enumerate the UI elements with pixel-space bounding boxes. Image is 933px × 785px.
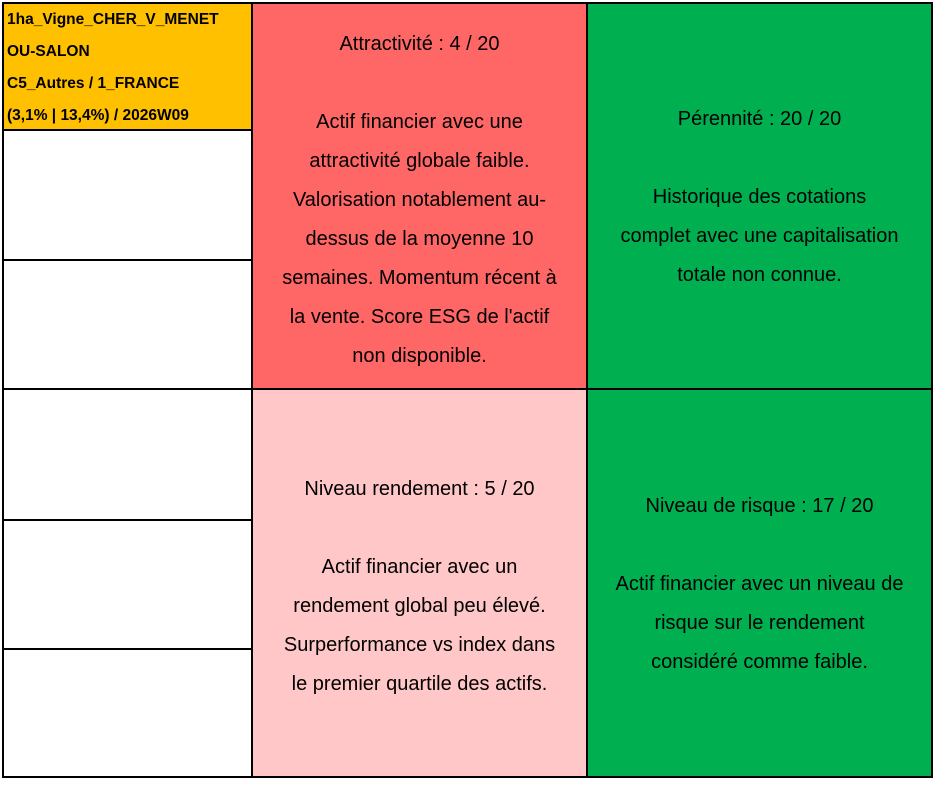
header-line-1: 1ha_Vigne_CHER_V_MENET bbox=[7, 11, 219, 28]
empty-cell bbox=[2, 388, 253, 521]
empty-cell bbox=[2, 648, 253, 778]
attractivite-line: dessus de la moyenne 10 bbox=[305, 228, 534, 250]
perennite-line: complet avec une capitalisation bbox=[620, 225, 899, 247]
empty-cell bbox=[2, 259, 253, 390]
attractivite-line: la vente. Score ESG de l'actif bbox=[289, 306, 550, 328]
attractivite-content bbox=[253, 25, 586, 376]
rendement-line: Actif financier avec un bbox=[321, 556, 518, 578]
attractivite-title: Attractivité : 4 / 20 bbox=[339, 33, 500, 55]
header-line-4: (3,1% | 13,4%) / 2026W09 bbox=[7, 107, 189, 124]
risque-content bbox=[588, 487, 931, 682]
risque-panel bbox=[586, 388, 933, 778]
attractivite-line: semaines. Momentum récent à bbox=[282, 267, 557, 289]
risque-line: risque sur le rendement bbox=[654, 612, 865, 634]
perennite-title: Pérennité : 20 / 20 bbox=[677, 108, 842, 130]
perennite-line: Historique des cotations bbox=[652, 186, 867, 208]
header-line-2: OU-SALON bbox=[7, 43, 90, 60]
risque-title: Niveau de risque : 17 / 20 bbox=[645, 495, 874, 517]
risque-line: considéré comme faible. bbox=[651, 651, 868, 673]
header-line-3: C5_Autres / 1_FRANCE bbox=[7, 75, 180, 92]
attractivite-line: attractivité globale faible. bbox=[309, 150, 530, 172]
empty-cell bbox=[2, 129, 253, 261]
attractivite-panel bbox=[251, 2, 588, 390]
asset-header-cell bbox=[2, 2, 253, 131]
rendement-content bbox=[253, 470, 586, 704]
rendement-title: Niveau rendement : 5 / 20 bbox=[304, 478, 535, 500]
rendement-line: le premier quartile des actifs. bbox=[291, 673, 548, 695]
attractivite-line: Actif financier avec une bbox=[316, 111, 523, 133]
risque-line: Actif financier avec un niveau de bbox=[615, 573, 904, 595]
attractivite-line: non disponible. bbox=[352, 345, 487, 367]
perennite-panel bbox=[586, 2, 933, 390]
empty-cell bbox=[2, 519, 253, 650]
attractivite-line: Valorisation notablement au- bbox=[292, 189, 547, 211]
perennite-line: totale non connue. bbox=[677, 264, 842, 286]
rendement-line: Surperformance vs index dans bbox=[283, 634, 556, 656]
rendement-line: rendement global peu élevé. bbox=[293, 595, 546, 617]
rendement-panel bbox=[251, 388, 588, 778]
asset-header bbox=[4, 4, 219, 132]
perennite-content bbox=[588, 100, 931, 295]
